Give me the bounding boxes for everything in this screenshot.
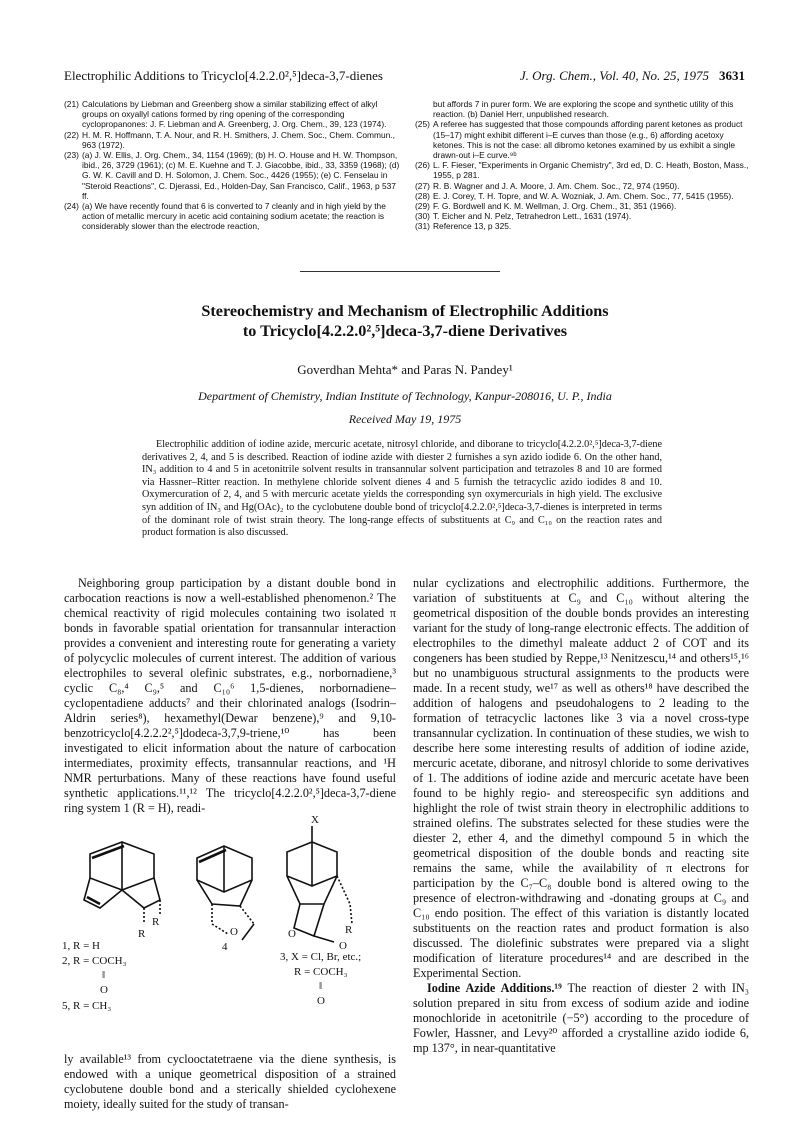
section-run-in-heading: Iodine Azide Additions.¹⁹ [427, 981, 562, 995]
reference-text: L. F. Fieser, "Experiments in Organic Chemistry", 3rd ed, D. C. Heath, Boston, Mass., 1955, p 281. [433, 160, 749, 181]
reference-text: T. Eicher and N. Pelz, Tetrahedron Lett., 1631 (1974). [433, 211, 632, 222]
body-paragraph: Neighboring group participation by a distant double bond in carbocation reactions is now a well-established phenomenon.² The chemical reactivity of rigid molecules containing two isolated π bonds in favorable spatial orientation for transannular interaction provides a convenient and interesting route for generating a variety of polycyclic molecules of current interest. The addition of various electrophiles to several olefinic substrates, e.g., norbornadiene,³ cyclic C₈,⁴ C₉,⁵ and C₁₀⁶ 1,5-dienes, norbornadiene–cyclopentadiene adducts⁷ and their chlorinated analogs (Isodrin–Aldrin series⁸), hexamethyl(Dewar benzene),⁹ and 9,10-benzotricyclo[4.2.2.2²,⁵]dodeca-3,7,9-triene,¹⁰ has been investigated to elicit information about the nature of carbocation intermediates, proximity effects, transannular reactions, and ¹H NMR perturbations. Many of these reactions have found useful synthetic applications.¹¹,¹² The tricyclo[4.2.2.0²,⁵]deca-3,7-diene ring system 1 (R = H), readi- [64, 576, 396, 815]
received-date: Received May 19, 1975 [348, 412, 462, 426]
x-substituent-label: X [311, 814, 319, 826]
section-divider [300, 271, 500, 272]
reference-item [415, 119, 750, 160]
carbonyl-oxygen-label: O [339, 940, 347, 952]
reference-text: (a) J. W. Ellis, J. Org. Chem., 34, 1154 (1969); (b) H. O. House and H. W. Thompson, ibid., 26, 3729 (1961); (c) M. E. Kuehne and T. J. Giacobbe, ibid., 33, 3359 (1968); (d) G. W. K. Cavill and D. H. Solomon, J. Chem. Soc., 4426 (1955); (e) C. Fenselau in "Steroid Reactions", C. Djerassi, Ed., Holden-Day, San Francisco, Calif., 1963, p 537 ff. [82, 150, 400, 201]
reference-text: E. J. Corey, T. H. Topre, and W. A. Wozniak, J. Am. Chem. Soc., 77, 5415 (1955). [433, 190, 734, 201]
reference-item [415, 191, 750, 201]
r-label: R [345, 924, 353, 936]
journal-name: J. Org. Chem., Vol. 40, No. 25, 1975 [519, 68, 709, 83]
page-number: 3631 [719, 68, 745, 83]
reference-number: (27) [415, 180, 430, 191]
reference-number: (31) [415, 221, 430, 232]
compound-3-double-bond: ‖ [319, 980, 323, 992]
reference-item [64, 201, 404, 232]
body-column-left [64, 576, 396, 816]
reference-item [64, 99, 404, 130]
body-paragraph [413, 981, 749, 1056]
reference-number: (30) [415, 211, 430, 222]
reference-item [415, 181, 750, 191]
compound-2-caption: 2, R = COCH₃ [62, 955, 127, 967]
compound-3-oxygen: O [317, 995, 325, 1007]
r-label: R [152, 916, 160, 928]
reference-number: (24) [64, 201, 79, 212]
reference-item [64, 130, 404, 150]
title-line-1: Stereochemistry and Mechanism of Electrophilic Additions [201, 302, 609, 320]
reference-number: (28) [415, 190, 430, 201]
section-text: The reaction of diester 2 with IN₃ solution prepared in situ from excess of sodium azide and iodine monochloride in acetonitrile (−5°) according to the procedure of Fowler, Hassner, and Levy²⁰ afforded a crystalline azido iodide 6, mp 137°, in near-quantitative [413, 981, 749, 1055]
running-title: Electrophilic Additions to Tricyclo[4.2.2.0²,⁵]deca-3,7-dienes [64, 68, 383, 83]
r-label: R [138, 928, 146, 940]
references-right [415, 99, 750, 232]
reference-number: (25) [415, 119, 430, 130]
reference-text: F. G. Bordwell and K. M. Wellman, J. Org. Chem., 31, 351 (1966). [433, 201, 677, 212]
compound-3-caption: 3, X = Cl, Br, etc.; [280, 951, 362, 963]
reference-text: (a) We have recently found that 6 is converted to 7 cleanly and in high yield by the action of metallic mercury in acetic acid containing sodium acetate; the reaction is considerably slower than the electrode reaction, [82, 201, 386, 232]
reference-item [415, 221, 750, 231]
abstract: Electrophilic addition of iodine azide, mercuric acetate, nitrosyl chloride, and diborane to tricyclo[4.2.2.0²,⁵]deca-3,7-diene derivatives 2, 4, and 5 is described. Reaction of iodine azide with diester 2 furnishes a syn azido iodide 6. On the other hand, IN₃ addition to 4 and 5 in acetonitrile solvent results in transannular solvent participation and tetrazoles 8 and 10 are formed via Hassner–Ritter reaction. In methylene chloride solvent dienes 4 and 5 furnish the tetracyclic azido iodides 8 and 10. Oxymercuration of 2, 4, and 5 with mercuric acetate yields the corresponding syn oxymercurials in high yield. The exclusive syn addition of IN₃ and Hg(OAc)₂ to the cyclobutene double bond of tricyclo[4.2.2.0²,⁵]deca-3,7-dienes is interpreted in terms of the dominant role of twist strain theory. The long-range effects of substituents at C₉ and C₁₀ on the reaction rates and product formation is also discussed. [142, 439, 662, 539]
structure-4 [197, 846, 254, 940]
reference-number: (21) [64, 99, 79, 109]
compound-2-double-bond: ‖ [102, 969, 106, 981]
reference-item [415, 201, 750, 211]
body-paragraph-continued: ly available¹³ from cyclooctatetraene via the diene synthesis, is endowed with a unique geometrical disposition of a strained cyclobutene double bond and a sterically shielded cyclohexene moiety, ideally suited for the study of transan- [64, 1052, 396, 1111]
reference-item [415, 211, 750, 221]
authors: Goverdhan Mehta* and Paras N. Pandey¹ [297, 362, 513, 377]
references-left [64, 99, 404, 232]
article-title [60, 301, 750, 341]
reference-item [415, 160, 750, 180]
compound-2-oxygen: O [100, 984, 108, 996]
reference-item [64, 150, 404, 201]
ring-oxygen-label: O [288, 928, 296, 940]
reference-text: but affords 7 in purer form. We are exploring the scope and synthetic utility of this reaction. (b) Daniel Herr, unpublished research. [433, 99, 734, 120]
reference-text: A referee has suggested that those compounds affording parent ketones as product (15–17) might exhibit different i–E curves than those (e.g., 6) affording acetoxy ketones. This is not the case: all dibromo ketones examined by us exhibit a single drawn-out i–E curve.⁹ᵇ [433, 119, 743, 161]
reference-number: (26) [415, 160, 430, 171]
reference-text: Calculations by Liebman and Greenberg show a similar stabilizing effect of alkyl groups on oxyallyl cations formed by ring opening of the corresponding cyclopropanones: J. F. Liebman and A. Greenberg, J. Org. Chem., 39, 123 (1974). [82, 99, 387, 130]
title-line-2: to Tricyclo[4.2.2.0²,⁵]deca-3,7-diene Derivatives [242, 322, 568, 340]
body-paragraph: nular cyclizations and electrophilic additions. Furthermore, the variation of substituents at C₉ and C₁₀ without altering the geometrical disposition of the double bonds provides an interesting variant for the study of long-range electronic effects. The addition of electrophiles to the dimethyl maleate adduct 2 of COT and its congeners has been studied by Reppe,¹³ Nenitzescu,¹⁴ and others¹⁵,¹⁶ but no unambiguous structural assignments to the products were made. In a recent study, we¹⁷ as well as others¹⁸ have described the addition of halogens and pseudohalogens to 2 leading to the formation of tetracyclic lactones like 3 via a novel cross-type transannular cyclization. In continuation of these studies, we wish to describe here some interesting results of addition of iodine azide, mercuric acetate, diborane, and nitrosyl chloride to some derivatives of 1. The additions of iodine azide and mercuric acetate have been found to be highly regio- and stereospecific syn additions and highlight the role of twist strain theory in electrophilic additions to strained olefins. The substrates selected for these studies were the diester 2, ether 4, and the dimethyl compound 5 in which the geometrical disposition of the double bonds and reacting site remains the same, while the availability of π electrons for participation by the C₇–C₈ double bond is altered owing to the presence of electron-withdrawing and -donating groups at C₉ and C₁₀ endo position. The effect of this variation is distantly located substituents on the reaction rates and product formation is also discussed. The diolefinic substrates were prepared via a slight modification of literature procedures¹⁴ and are described in the Experimental Section. [413, 576, 749, 980]
reference-number: (29) [415, 201, 430, 212]
compound-1-caption: 1, R = H [62, 940, 100, 952]
structure-3 [287, 826, 352, 942]
compound-3-r-caption: R = COCH₃ [294, 966, 348, 978]
journal-citation [520, 68, 745, 84]
compound-4-caption: 4 [222, 941, 228, 953]
structure-1 [84, 842, 160, 924]
ring-oxygen-label: O [230, 926, 238, 938]
reference-text: Reference 13, p 325. [433, 221, 512, 232]
reference-item [415, 99, 750, 119]
reference-text: H. M. R. Hoffmann, T. A. Nour, and R. H. Smithers, J. Chem. Soc., Chem. Commun., 963 (1972). [82, 129, 395, 150]
reference-text: R. B. Wagner and J. A. Moore, J. Am. Chem. Soc., 72, 974 (1950). [433, 180, 680, 191]
reference-number: (22) [64, 129, 79, 140]
structure-figure [62, 812, 397, 1050]
reference-number [415, 99, 433, 119]
compound-5-caption: 5, R = CH₃ [62, 1000, 112, 1012]
reference-number: (23) [64, 150, 79, 161]
affiliation: Department of Chemistry, Indian Institute of Technology, Kanpur-208016, U. P., India [198, 389, 612, 403]
body-column-right [413, 576, 749, 1056]
